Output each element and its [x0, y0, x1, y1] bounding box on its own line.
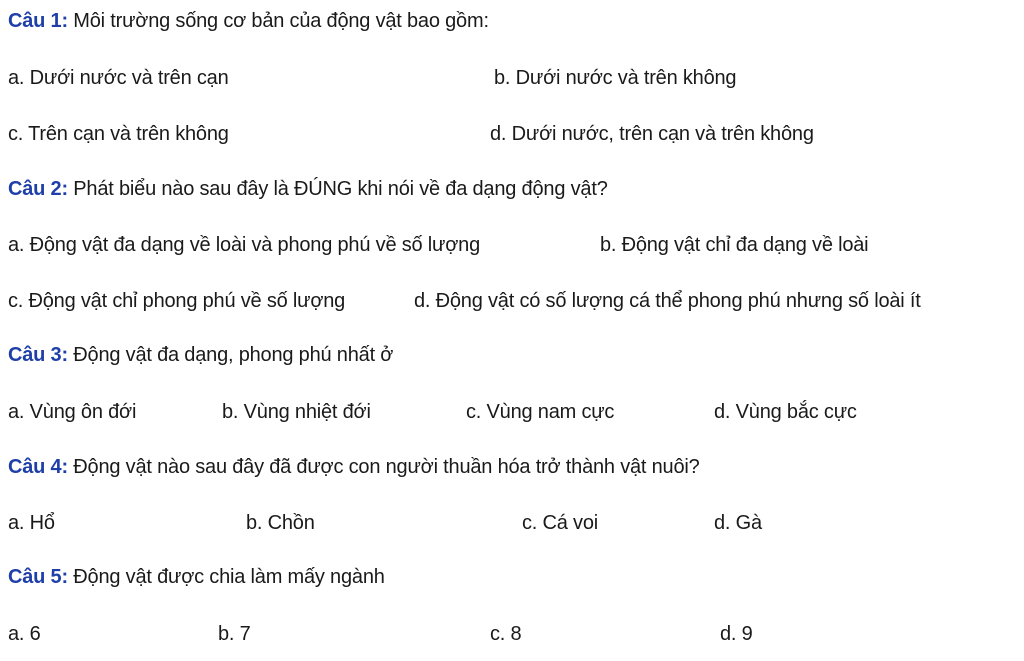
question-1: [8, 9, 489, 33]
question-4-option-a: a. Hổ: [8, 512, 55, 534]
question-number: Câu 5:: [8, 566, 68, 588]
question-4-option-d: d. Gà: [714, 512, 762, 534]
question-text: Động vật được chia làm mấy ngành: [67, 566, 385, 588]
question-number: Câu 2:: [8, 178, 68, 200]
question-2-option-b: b. Động vật chỉ đa dạng về loài: [600, 234, 869, 256]
question-2-option-d: d. Động vật có số lượng cá thể phong phú nhưng số loài ít: [414, 290, 921, 312]
question-1-option-a: a. Dưới nước và trên cạn: [8, 67, 229, 89]
question-3-option-b: b. Vùng nhiệt đới: [222, 401, 371, 423]
question-number: Câu 1:: [8, 10, 68, 32]
question-text: Động vật đa dạng, phong phú nhất ở: [67, 344, 394, 366]
question-5-option-b: b. 7: [218, 623, 251, 645]
question-2-option-a: a. Động vật đa dạng về loài và phong phú về số lượng: [8, 234, 480, 256]
question-4-option-b: b. Chồn: [246, 512, 315, 534]
question-3: [8, 343, 393, 367]
question-2-option-c: c. Động vật chỉ phong phú về số lượng: [8, 290, 346, 312]
question-text: Động vật nào sau đây đã được con người thuần hóa trở thành vật nuôi?: [67, 456, 700, 478]
question-number: Câu 3:: [8, 344, 68, 366]
question-5-option-c: c. 8: [490, 623, 522, 645]
question-1-option-d: d. Dưới nước, trên cạn và trên không: [490, 123, 814, 145]
question-5-option-a: a. 6: [8, 623, 41, 645]
question-3-option-a: a. Vùng ôn đới: [8, 401, 137, 423]
question-5: [8, 565, 385, 589]
question-4: [8, 455, 700, 479]
question-number: Câu 4:: [8, 456, 68, 478]
question-3-option-c: c. Vùng nam cực: [466, 401, 615, 423]
question-text: Môi trường sống cơ bản của động vật bao gồm:: [67, 10, 489, 32]
question-2: [8, 177, 608, 201]
question-4-option-c: c. Cá voi: [522, 512, 599, 534]
question-3-option-d: d. Vùng bắc cực: [714, 401, 857, 423]
question-5-option-d: d. 9: [720, 623, 753, 645]
question-text: Phát biểu nào sau đây là ĐÚNG khi nói về đa dạng động vật?: [67, 178, 608, 200]
question-1-option-b: b. Dưới nước và trên không: [494, 67, 737, 89]
question-1-option-c: c. Trên cạn và trên không: [8, 123, 229, 145]
